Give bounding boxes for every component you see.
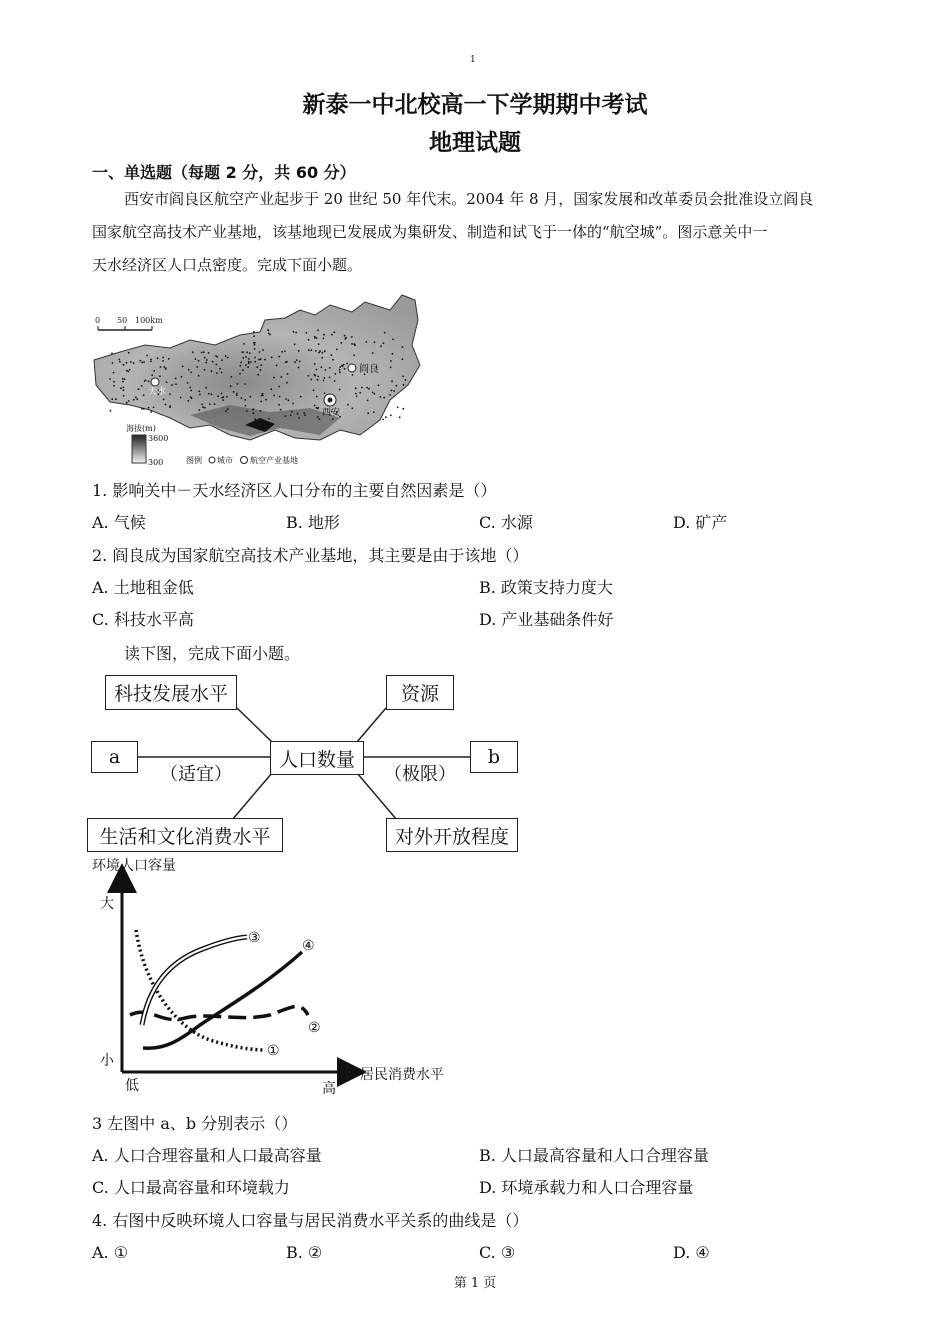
legend-label: 图例	[186, 456, 202, 465]
curve-1-label: ①	[267, 1043, 280, 1059]
graph-x-high: 高	[322, 1081, 336, 1097]
scale-50: 50	[117, 316, 128, 325]
page-footer: 第 1 页	[453, 1276, 497, 1291]
box-openness: 对外开放程度	[386, 818, 518, 852]
q1-option-c[interactable]: C. 水源	[479, 513, 533, 532]
section-heading: 一、单选题（每题 2 分，共 60 分）	[92, 163, 356, 182]
q4-option-c[interactable]: C. ③	[479, 1243, 516, 1262]
legend-city: 城市	[217, 456, 233, 465]
curve-4	[143, 952, 302, 1048]
curve-3-label: ③	[248, 930, 261, 946]
q3-option-b[interactable]: B. 人口最高容量和人口合理容量	[479, 1146, 709, 1165]
exam-subtitle: 地理试题	[429, 130, 521, 156]
intro-line-3: 天水经济区人口点密度。完成下面小题。	[92, 256, 363, 274]
city-tianshui: 天水	[148, 387, 167, 397]
scale-100: 100km	[135, 316, 163, 325]
q2-option-d[interactable]: D. 产业基础条件好	[479, 610, 614, 629]
graph-x-low: 低	[125, 1078, 139, 1094]
box-tech-level: 科技发展水平	[105, 675, 237, 710]
city-xian: 西安	[322, 408, 341, 418]
label-limit: （极限）	[384, 764, 456, 785]
q1-stem: 1. 影响关中－天水经济区人口分布的主要自然因素是（）	[92, 481, 497, 500]
legend-base: 航空产业基地	[250, 456, 298, 465]
graph-y-low: 小	[100, 1053, 114, 1069]
q2-option-a[interactable]: A. 土地租金低	[92, 578, 194, 597]
q2-option-b[interactable]: B. 政策支持力度大	[479, 578, 613, 597]
intro-line-1: 西安市阎良区航空产业起步于 20 世纪 50 年代末。2004 年 8 月，国家发展和改革委员会批准设立阎良	[124, 190, 814, 208]
page-marker: 1	[470, 55, 476, 65]
box-consumption: 生活和文化消费水平	[87, 818, 283, 852]
box-a: a	[91, 741, 138, 773]
city-yanliang: 阎良	[359, 364, 379, 375]
graph-ylabel: 环境人口容量	[92, 858, 176, 874]
q4-option-a[interactable]: A. ①	[92, 1243, 129, 1262]
scale-0: 0	[95, 316, 101, 325]
graph-y-high: 大	[100, 896, 114, 912]
intro-line-2: 国家航空高技术产业基地，该基地现已发展成为集研发、制造和试飞于一体的“航空城”。图示意关中一	[92, 223, 768, 241]
q3-option-d[interactable]: D. 环境承载力和人口合理容量	[479, 1178, 694, 1197]
q1-option-a[interactable]: A. 气候	[92, 513, 146, 532]
curve-4-label: ④	[302, 938, 315, 954]
q3-option-c[interactable]: C. 人口最高容量和环境载力	[92, 1178, 290, 1197]
q2-option-c[interactable]: C. 科技水平高	[92, 610, 194, 629]
q4-stem: 4. 右图中反映环境人口容量与居民消费水平关系的曲线是（）	[92, 1211, 529, 1230]
exam-title: 新泰一中北校高一下学期期中考试	[302, 92, 648, 118]
curve-3	[142, 937, 247, 1025]
q2-stem: 2. 阎良成为国家航空高技术产业基地，其主要是由于该地（）	[92, 546, 529, 565]
graph-xlabel: 居民消费水平	[360, 1067, 444, 1083]
q3-stem: 3 左图中 a、b 分别表示（）	[92, 1114, 298, 1133]
elev-max: 3600	[148, 434, 169, 443]
box-resources: 资源	[386, 675, 454, 710]
q1-option-b[interactable]: B. 地形	[286, 513, 340, 532]
q4-option-d[interactable]: D. ④	[673, 1243, 710, 1262]
elev-title: 海拔(m)	[126, 424, 156, 433]
read-figure-instruction: 读下图，完成下面小题。	[124, 644, 301, 663]
label-suitable: （适宜）	[160, 764, 232, 785]
curve-2-label: ②	[308, 1020, 321, 1036]
q1-option-d[interactable]: D. 矿产	[673, 513, 728, 532]
box-b: b	[470, 741, 518, 773]
q4-option-b[interactable]: B. ②	[286, 1243, 323, 1262]
box-population: 人口数量	[270, 741, 364, 775]
q3-option-a[interactable]: A. 人口合理容量和人口最高容量	[92, 1146, 322, 1165]
elev-min: 300	[148, 458, 164, 467]
